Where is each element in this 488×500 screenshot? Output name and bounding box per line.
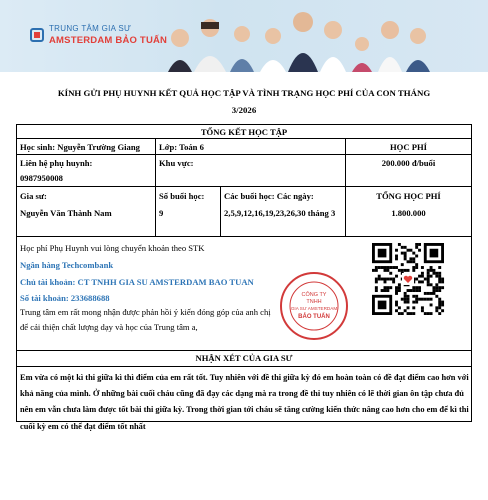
table-rule xyxy=(16,154,472,155)
summary-section-title: TỔNG KẾT HỌC TẬP xyxy=(200,127,288,137)
table-rule xyxy=(155,138,156,236)
tutor-name: Nguyễn Văn Thành Nam xyxy=(20,208,112,218)
tutor-review-text: Em vừa có một kì thi giữa kì thì điểm của em rất tốt. Tuy nhiên với đề thi giữa kỳ đó em hoàn toàn có đề đạt điểm cao hơn với khả năng của mình. Ở những bài cuối cháu cũng đã đạy các dạng mà ra trong đề thi tuy nhiên có lẽ thời gian ôn tập chưa đủ nên em vẫn chưa làm được tốt bài thi giữa kỳ. Trong thời gian tới cháu sẽ tăng cường kiến thức nâng cao hơn cho em để kì thi cuối kỳ em có thể đạt điểm tốt nhất xyxy=(20,373,469,431)
company-seal-stamp xyxy=(278,270,350,342)
review-section-title: NHẬN XÉT CỦA GIA SƯ xyxy=(195,353,293,363)
parent-contact-label: Liên hệ phụ huynh: xyxy=(20,158,93,168)
area-label: Khu vực: xyxy=(159,158,194,168)
table-rule xyxy=(16,186,472,187)
payment-qr-code xyxy=(360,243,456,315)
table-rule xyxy=(16,366,472,367)
student-name: Học sinh: Nguyễn Trường Giang xyxy=(20,142,140,152)
total-fee-label: TỔNG HỌC PHÍ xyxy=(376,191,441,201)
svg-text:CÔNG TY: CÔNG TY xyxy=(301,292,327,298)
banner-people-photo xyxy=(150,0,488,72)
brand-logo-icon xyxy=(30,28,44,42)
brand-name-line2: AMSTERDAM BẢO TUẤN xyxy=(49,35,168,46)
report-title-line1: KÍNH GỬI PHỤ HUYNH KẾT QUẢ HỌC TẬP VÀ TÌNH TRẠNG HỌC PHÍ CỦA CON THÁNG xyxy=(57,88,431,98)
bank-name: Ngân hàng Techcombank xyxy=(20,260,114,270)
total-fee: 1.800.000 xyxy=(391,208,426,218)
feedback-line2: để cải thiện chất lượng dạy và học của Trung tâm a, xyxy=(20,322,198,332)
fee-label: HỌC PHÍ xyxy=(389,142,427,152)
payment-note: Học phí Phụ Huynh vui lòng chuyển khoản theo STK xyxy=(20,243,205,253)
table-rule xyxy=(16,138,472,139)
svg-text:BẢO TUẤN: BẢO TUẤN xyxy=(298,314,330,320)
report-title-line2: 3/2026 xyxy=(231,105,257,115)
session-days: 2,5,9,12,16,19,23,26,30 tháng 3 xyxy=(224,208,336,218)
sessions-count: 9 xyxy=(159,208,164,218)
svg-text:TNHH: TNHH xyxy=(306,299,322,305)
table-rule xyxy=(220,186,221,236)
account-holder: Chủ tài khoản: CT TNHH GIA SU AMSTERDAM BAO TUAN xyxy=(20,277,254,287)
class-name: Lớp: Toán 6 xyxy=(159,142,204,152)
feedback-line1: Trung tâm em rất mong nhận được phản hồi ý kiến đóng góp của anh chị xyxy=(20,307,271,317)
brand-name-line1: TRUNG TÂM GIA SƯ xyxy=(49,24,132,33)
svg-text:GIA SƯ AMSTERDAM: GIA SƯ AMSTERDAM xyxy=(290,306,338,311)
session-days-label: Các buổi học: Các ngày: xyxy=(224,191,314,201)
table-rule xyxy=(16,236,472,237)
header-banner xyxy=(0,0,488,72)
account-number: Số tài khoản: 233688688 xyxy=(20,293,110,303)
tutor-label: Gia sư: xyxy=(20,191,47,201)
fee-per-session: 200.000 đ/buổi xyxy=(381,158,436,168)
parent-contact-phone: 0987950008 xyxy=(20,173,63,183)
sessions-label: Số buổi học: xyxy=(159,191,205,201)
table-rule xyxy=(16,350,472,351)
